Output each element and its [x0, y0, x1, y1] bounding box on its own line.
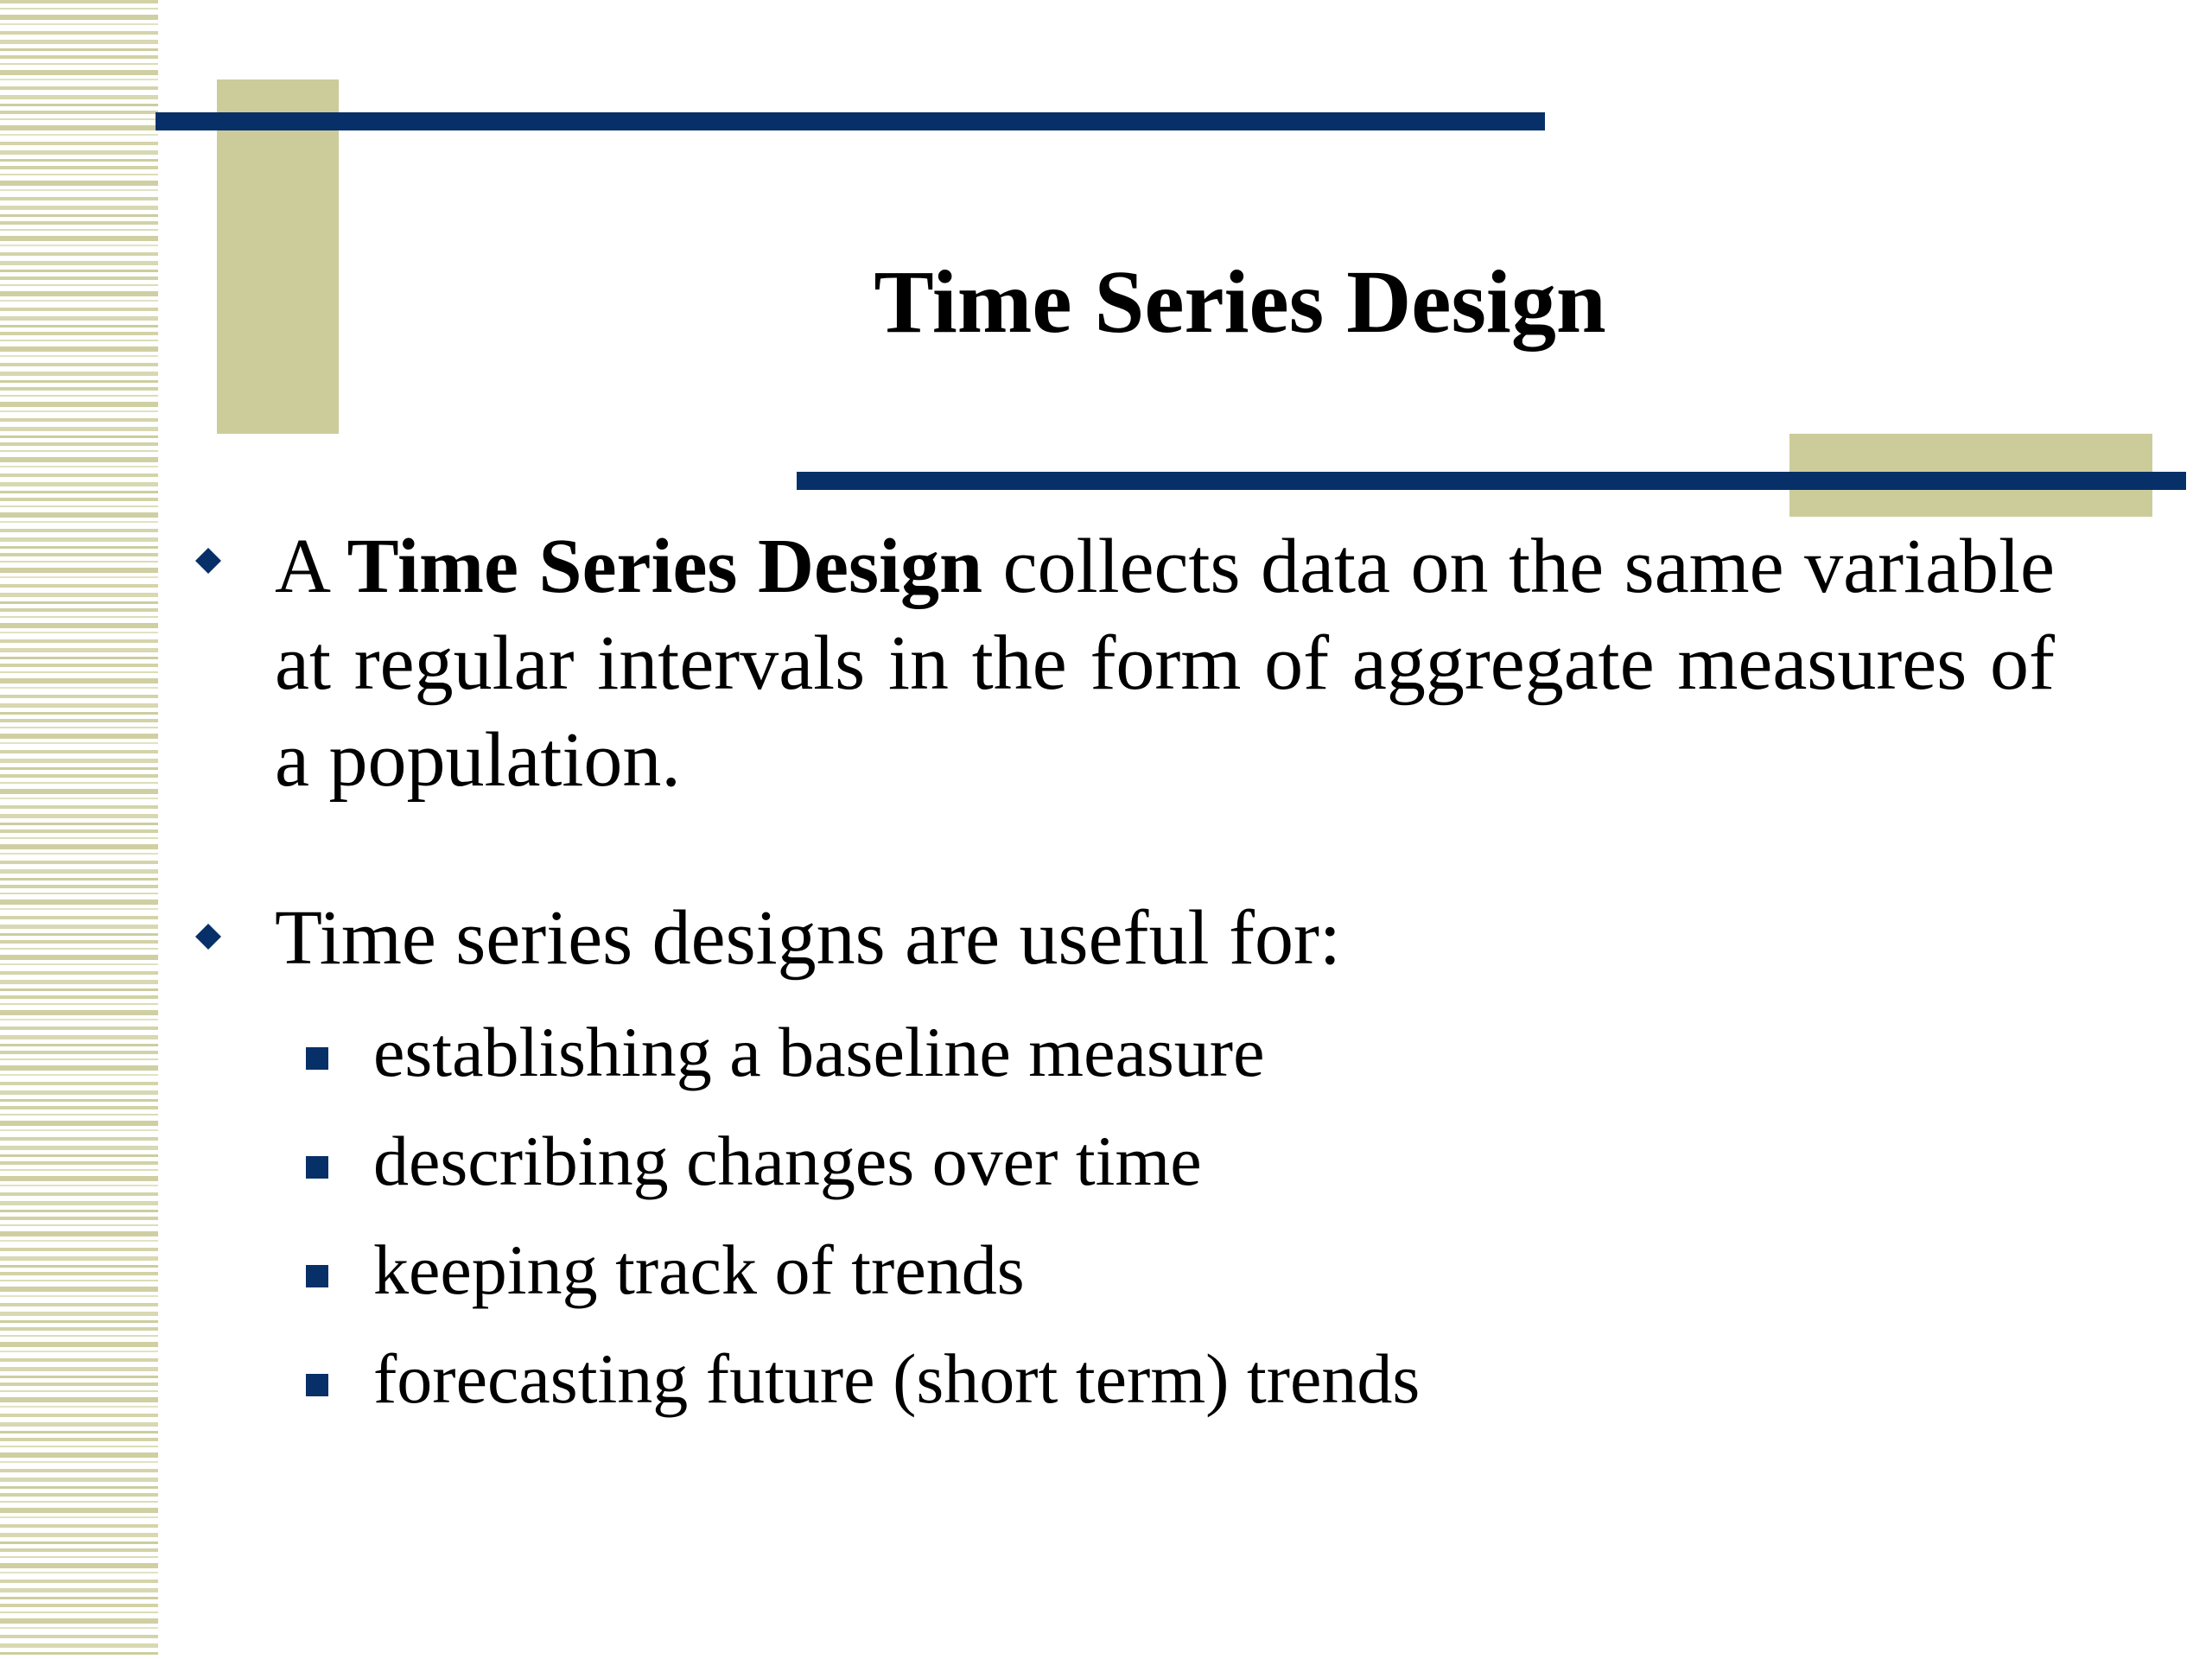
list-item	[302, 1109, 1420, 1218]
bullet-definition-term: Time Series Design	[346, 524, 983, 609]
bottom-rule	[797, 472, 2186, 490]
list-item	[302, 1218, 1420, 1327]
top-rule	[156, 112, 1545, 130]
square-bullet-icon	[306, 1156, 328, 1179]
uses-list	[302, 1001, 1420, 1436]
bullet-definition-text: collects data on the same variable at regular intervals in the form of aggregate measures of a population.	[275, 524, 2055, 803]
list-item	[302, 1001, 1420, 1109]
list-item-text: forecasting future (short term) trends	[373, 1339, 1421, 1418]
bullet-uses-heading: Time series designs are useful for:	[275, 895, 1341, 981]
slide-title: Time Series Design	[874, 252, 1606, 352]
title-accent-block	[217, 79, 339, 434]
bullet-definition-prefix: A	[275, 524, 347, 609]
diamond-bullet-icon	[195, 924, 221, 950]
decorative-stripe-band	[0, 0, 158, 1659]
square-bullet-icon	[306, 1047, 328, 1070]
square-bullet-icon	[306, 1265, 328, 1287]
list-item-text: establishing a baseline measure	[373, 1013, 1265, 1091]
bullet-definition	[275, 518, 2055, 809]
square-bullet-icon	[306, 1374, 328, 1396]
list-item-text: describing changes over time	[373, 1122, 1202, 1200]
list-item-text: keeping track of trends	[373, 1230, 1025, 1309]
list-item	[302, 1327, 1420, 1436]
diamond-bullet-icon	[195, 548, 221, 574]
